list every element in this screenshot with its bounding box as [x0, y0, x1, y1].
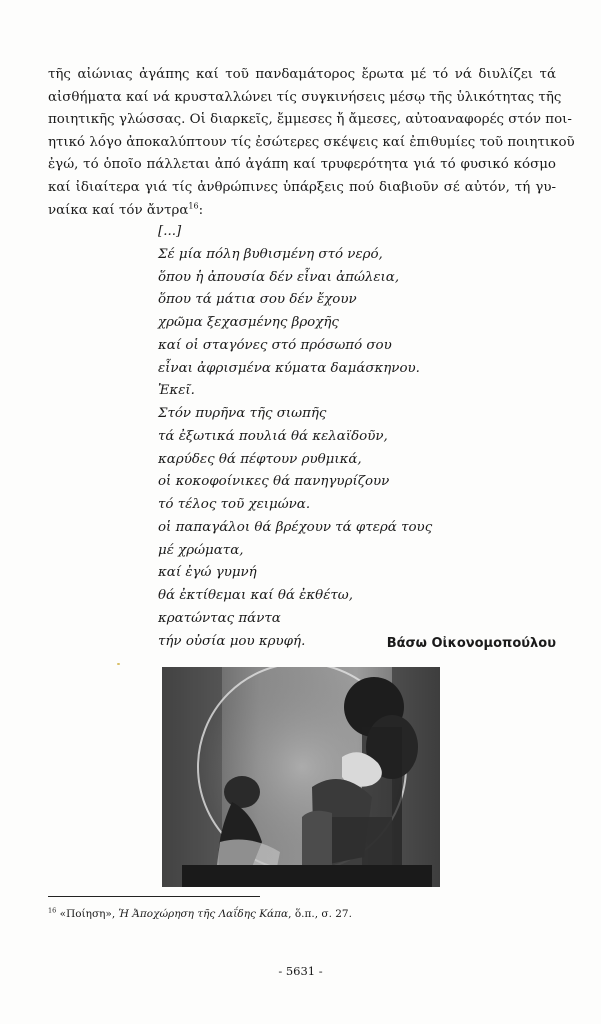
- prose-line: ποιητικῆς γλώσσας. Οἱ διαρκεῖς, ἔμμεσες ἤ ἄμεσες, αὐτοαναφορές στόν ποι-: [48, 112, 572, 128]
- footnote-open-quote: «: [59, 908, 67, 920]
- poem-line: τά ἐξωτικά πουλιά θά κελαϊδοῦν,: [158, 428, 388, 444]
- footnote-number: 16: [48, 906, 57, 915]
- poem-line: μέ χρώματα,: [158, 542, 244, 558]
- prose-last-line-text: ναίκα καί τόν ἄντρα: [48, 202, 189, 218]
- poem-author: Βάσω Οἰκονομοπούλου: [386, 636, 556, 651]
- footnote-reference[interactable]: 16: [188, 201, 199, 211]
- footnote-book-title: Ἡ Ἀποχώρηση τῆς Λαΐδης Κάπα: [118, 908, 289, 920]
- footnote: [48, 907, 352, 921]
- prose-line: ἐγώ, τό ὁποῖο πάλλεται ἀπό ἀγάπη καί τρυφερότητα γιά τό φυσικό κόσμο: [48, 157, 556, 173]
- poem-line: εἶναι ἀφρισμένα κύματα δαμάσκηνου.: [158, 360, 420, 376]
- prose-paragraph: [48, 64, 575, 222]
- poem-line: ὅπου τά μάτια σου δέν ἔχουν: [158, 292, 357, 308]
- page-number: - 5631 -: [278, 964, 323, 978]
- poem-line: καί ἐγώ γυμνή: [158, 565, 257, 581]
- poem-line: τήν οὐσία μου κρυφή.: [158, 633, 306, 649]
- poem-line: Σέ μία πόλη βυθισμένη στό νερό,: [158, 246, 383, 262]
- prose-last-line-end: :: [198, 202, 204, 218]
- poem-stanza: [158, 221, 558, 653]
- poem-line: [...]: [158, 224, 182, 239]
- photograph-icon: [162, 667, 440, 887]
- prose-line: αἰσθήματα καί νά κρυσταλλώνει τίς συγκινήσεις μέσῳ τῆς ὑλικότητας τῆς: [48, 89, 562, 105]
- prose-line: καί ἰδιαίτερα γιά τίς ἀνθρώπινες ὑπάρξεις πού διαβιοῦν σέ αὐτόν, τή γυ-: [48, 179, 556, 195]
- prose-line: ητικό λόγο ἀποκαλύπτουν τίς ἐσώτερες σκέψεις καί ἐπιθυμίες τοῦ ποιητικοῦ: [48, 134, 575, 150]
- poem-line: καρύδες θά πέφτουν ρυθμικά,: [158, 451, 362, 467]
- poem-line: ὅπου ἡ ἀπουσία δέν εἶναι ἀπώλεια,: [158, 269, 400, 285]
- footnote-citation: , ὅ.π., σ. 27.: [288, 908, 352, 920]
- poem-line: Ἐκεῖ.: [158, 383, 195, 399]
- poem-line: οἱ κοκοφοίνικες θά πανηγυρίζουν: [158, 474, 390, 490]
- poem-line: θά ἐκτίθεμαι καί θά ἐκθέτω,: [158, 588, 353, 603]
- footnote-quoted-title: Ποίηση: [66, 908, 106, 920]
- poem-line: καί οἱ σταγόνες στό πρόσωπό σου: [158, 337, 392, 353]
- poem-line: οἱ παπαγάλοι θά βρέχουν τά φτερά τους: [158, 519, 433, 535]
- footnote-close-quote: »,: [105, 908, 119, 920]
- photograph: [162, 667, 440, 887]
- prose-line: τῆς αἰώνιας ἀγάπης καί τοῦ πανδαμάτορος ἔρωτα μέ τό νά διυλίζει τά: [48, 67, 556, 82]
- scan-speck: [117, 663, 120, 665]
- poem-line: χρῶμα ξεχασμένης βροχῆς: [158, 315, 339, 330]
- poem-line: Στόν πυρῆνα τῆς σιωπῆς: [158, 406, 327, 421]
- prose-last-line: [48, 200, 556, 223]
- poem-line: τό τέλος τοῦ χειμώνα.: [158, 497, 311, 512]
- footnote-divider: [48, 896, 260, 897]
- poem-line: κρατώντας πάντα: [158, 610, 281, 626]
